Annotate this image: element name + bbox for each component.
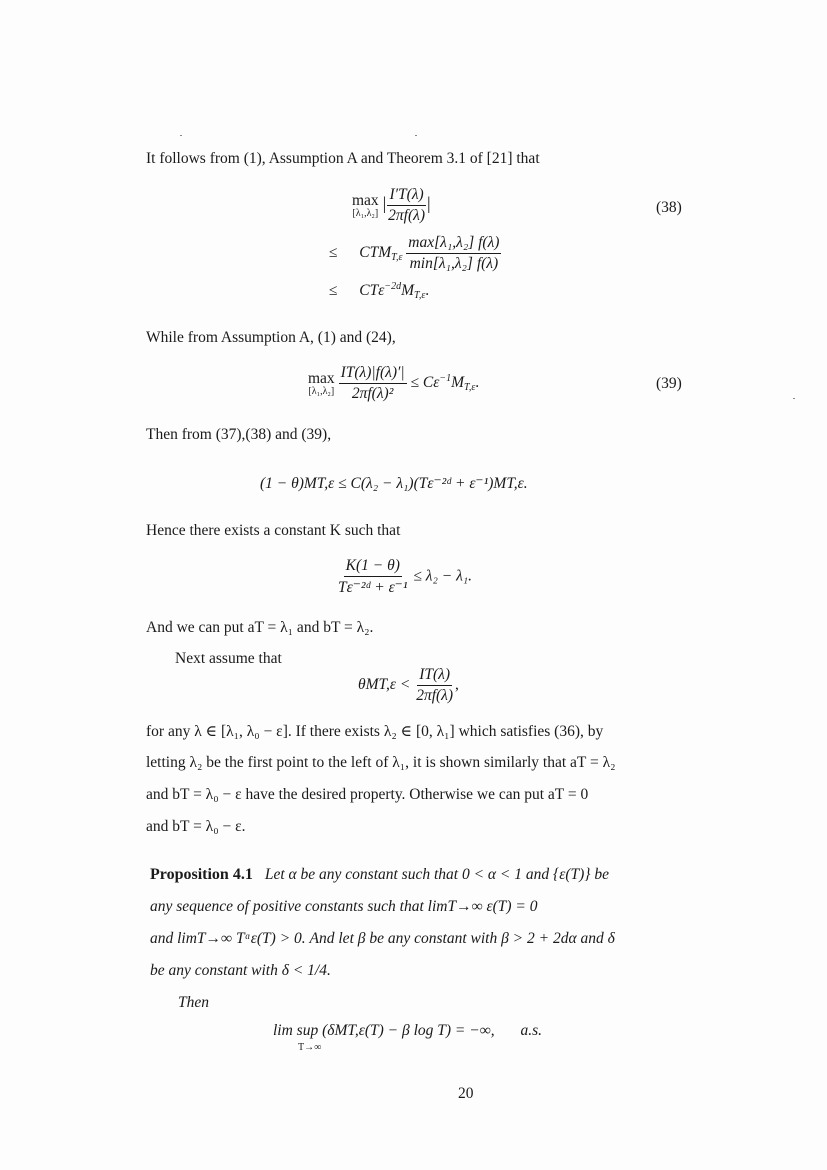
page-number: 20	[458, 1085, 474, 1102]
fraction: $\frac{IT(\lambda)}{2\pi f(\lambda)}$	[416, 666, 454, 704]
proposition-line: and limT→∞ Tᵅε(T) > 0. And let β be any constant with β > 2 + 2dα and δ	[150, 930, 615, 947]
eq39: max [λ₁,λ₂] $\frac{IT(\lambda)|f(\lambda)'|}{\text{2πf(λ)²}}$ ≤ $C\varepsilon^{-1}M_{T,\varepsilon}$.	[308, 364, 480, 402]
paragraph-then: Then from (37),(38) and (39),	[146, 426, 332, 443]
max-operator: max [λ₁,λ₂]	[308, 370, 335, 397]
eq-theta-m: θMT,ε < $\frac{IT(\lambda)}{2\pi f(\lambda)}$ ,	[358, 666, 459, 704]
paragraph-next-assume: Next assume that	[175, 650, 282, 667]
equation-number-39: (39)	[656, 375, 682, 392]
inequality-theta: (1 − θ)MT,ε ≤ C(λ₂ − λ₁)(Tε⁻²ᵈ + ε⁻¹)MT,ε.	[260, 475, 528, 492]
eq38-line3: ≤ $CT\varepsilon^{-2d}M_{T,\varepsilon}$.	[329, 281, 430, 301]
proposition-line: Proposition 4.1 Let α be any constant such that 0 < α < 1 and {ε(T)} be	[150, 866, 609, 883]
limsup-subscript: T→∞	[298, 1042, 322, 1053]
final-equation: lim sup (δMT,ε(T) − β log T) = −∞, a.s.	[273, 1022, 543, 1039]
scan-speck	[793, 398, 795, 399]
scan-speck	[180, 135, 182, 136]
eq-k-fraction: $\frac{K(1 - \theta)}{\text{Tε⁻²ᵈ + ε⁻¹}}$ ≤ λ₂ − λ₁.	[338, 557, 473, 596]
equation-number-38: (38)	[656, 199, 682, 216]
paragraph-line: and bT = λ₀ − ε have the desired property. Otherwise we can put aT = 0	[146, 786, 589, 803]
proposition-line: be any constant with δ < 1/4.	[150, 962, 331, 979]
max-operator: max [λ₁,λ₂]	[352, 192, 379, 219]
fraction: $\frac{IT(\lambda)|f(\lambda)'|}{\text{2πf(λ)²}}$	[340, 364, 405, 402]
paragraph-assumption: While from Assumption A, (1) and (24),	[146, 329, 396, 346]
eq38-line2: ≤ $CTM_{T,\varepsilon}$ $\frac{\text{max[λ₁,λ₂] f(λ)}}{\text{min[λ₁,λ₂] f(λ)}}$	[329, 234, 500, 272]
eq38-line1: max [λ₁,λ₂] | $\frac{I'T(\lambda)}{2\pi f(\lambda)}$ |	[352, 186, 431, 224]
paragraph-line: for any λ ∈ [λ₁, λ₀ − ε]. If there exists λ₂ ∈ [0, λ₁] which satisfies (36), by	[146, 723, 604, 740]
fraction: $\frac{\text{max[λ₁,λ₂] f(λ)}}{\text{min[λ₁,λ₂] f(λ)}}$	[408, 234, 500, 272]
proposition-line: any sequence of positive constants such that limT→∞ ε(T) = 0	[150, 898, 538, 915]
paragraph-line: letting λ₂ be the first point to the left of λ₁, it is shown similarly that aT = λ₂	[146, 754, 616, 771]
fraction: $\frac{I'T(\lambda)}{2\pi f(\lambda)}$	[388, 186, 426, 224]
paragraph-hence: Hence there exists a constant K such that	[146, 522, 401, 539]
scan-speck	[415, 135, 417, 136]
paragraph-put: And we can put aT = λ₁ and bT = λ₂.	[146, 619, 374, 636]
paragraph-line: and bT = λ₀ − ε.	[146, 818, 246, 835]
fraction: $\frac{K(1 - \theta)}{\text{Tε⁻²ᵈ + ε⁻¹}}$	[338, 557, 408, 596]
proposition-heading: Proposition 4.1	[150, 866, 253, 883]
paragraph-intro: It follows from (1), Assumption A and Theorem 3.1 of [21] that	[146, 150, 540, 167]
proposition-then: Then	[178, 994, 209, 1011]
